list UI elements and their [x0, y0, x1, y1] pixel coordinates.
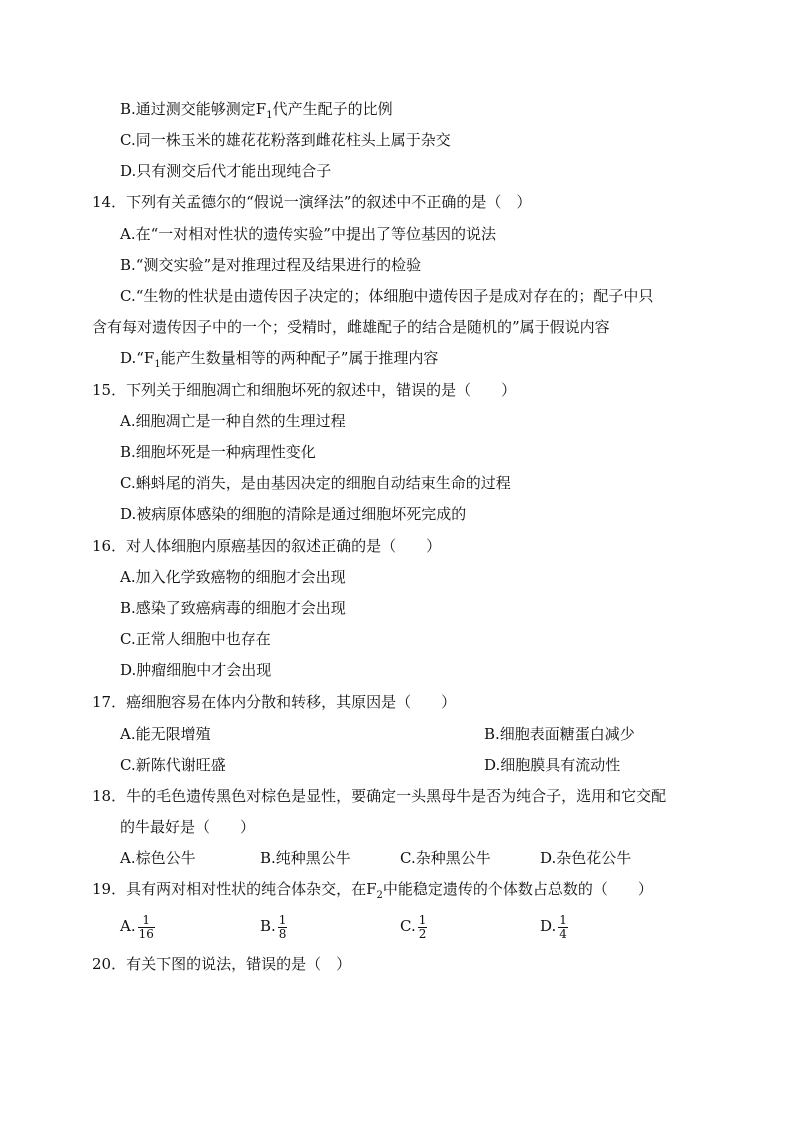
q18-stem-line2: 的牛最好是（ ）: [120, 818, 256, 836]
q19-stem-subscript: 2: [376, 890, 383, 901]
q16-option-b: B.感染了致癌病毒的细胞才会出现: [120, 599, 346, 617]
q13-option-b: [120, 99, 393, 119]
q17-option-b: B.细胞表面糖蛋白减少: [484, 725, 635, 743]
q14-stem: 14．下列有关孟德尔的“假说一演绎法”的叙述中不正确的是（ ）: [92, 193, 532, 211]
q19-option-b: [260, 910, 287, 942]
q18-option-a: A.棕色公牛: [120, 849, 196, 867]
q19-option-b-label: B.: [260, 917, 276, 935]
q17-option-d: D.细胞膜具有流动性: [484, 756, 621, 774]
q18-option-c: C.杂种黑公牛: [400, 849, 491, 867]
q15-option-c: C.蝌蚪尾的消失，是由基因决定的细胞自动结束生命的过程: [120, 474, 511, 492]
q14-option-a: A.在“一对相对性状的遗传实验”中提出了等位基因的说法: [120, 225, 496, 243]
q19-option-a-numerator: 1: [138, 914, 155, 928]
q14-option-b: B.“测交实验”是对推理过程及结果进行的检验: [120, 256, 422, 274]
q18-option-b: B.纯种黑公牛: [260, 849, 351, 867]
q14-option-d-subscript: 1: [154, 359, 161, 370]
q16-option-a: A.加入化学致癌物的细胞才会出现: [120, 568, 346, 586]
q19-option-d-denominator: 4: [559, 926, 567, 941]
q19-option-d-label: D.: [540, 917, 557, 935]
q19-stem-text: 19．具有两对相对性状的纯合体杂交，在F: [92, 880, 377, 898]
q17-option-c: C.新陈代谢旺盛: [120, 756, 226, 774]
q18-option-d: D.杂色花公牛: [540, 849, 632, 867]
q19-option-c: [400, 910, 427, 942]
q13-option-b-text: B.通过测交能够测定F: [120, 100, 267, 118]
q14-option-c-line2: 含有每对遗传因子中的一个；受精时，雌雄配子的结合是随机的”属于假说内容: [92, 318, 610, 336]
q19-option-c-label: C.: [400, 917, 416, 935]
q19-option-c-numerator: 1: [418, 912, 427, 927]
q16-option-d: D.肿瘤细胞中才会出现: [120, 661, 272, 679]
q19-option-a-denominator: 16: [138, 926, 154, 941]
q19-option-a: [120, 910, 155, 942]
q15-option-d: D.被病原体感染的细胞的清除是通过细胞坏死完成的: [120, 505, 467, 523]
q13-option-b-subscript: 1: [266, 110, 273, 121]
q19-option-a-fraction: [138, 914, 155, 941]
q13-option-b-text-end: 代产生配子的比例: [272, 100, 393, 118]
q19-option-d-fraction: [558, 914, 568, 941]
q19-option-d-numerator: 1: [559, 912, 567, 927]
q19-option-b-numerator: 1: [278, 912, 287, 927]
q19-option-c-fraction: [418, 914, 428, 941]
q19-option-d: [540, 910, 568, 942]
q19-option-c-denominator: 2: [418, 926, 427, 941]
q20-stem: 20．有关下图的说法，错误的是（ ）: [92, 955, 352, 973]
q15-option-b: B.细胞坏死是一种病理性变化: [120, 443, 316, 461]
q19-option-b-denominator: 8: [278, 926, 287, 941]
q14-option-d: [120, 348, 438, 368]
q13-option-d: D.只有测交后代才能出现纯合子: [120, 162, 332, 180]
q16-stem: 16．对人体细胞内原癌基因的叙述正确的是（ ）: [92, 537, 442, 555]
q16-option-c: C.正常人细胞中也存在: [120, 630, 271, 648]
q19-option-a-label: A.: [120, 917, 136, 935]
q15-option-a: A.细胞凋亡是一种自然的生理过程: [120, 412, 346, 430]
q13-option-c: C.同一株玉米的雄花花粉落到雌花柱头上属于杂交: [120, 131, 451, 149]
q19-stem: [92, 879, 653, 899]
q15-stem: 15．下列关于细胞凋亡和细胞坏死的叙述中，错误的是（ ）: [92, 381, 517, 399]
q18-stem-line1: 18．牛的毛色遗传黑色对棕色是显性，要确定一头黑母牛是否为纯合子，选用和它交配: [92, 787, 667, 805]
q19-option-b-fraction: [278, 914, 288, 941]
q17-stem: 17．癌细胞容易在体内分散和转移，其原因是（ ）: [92, 693, 457, 711]
q14-option-c-line1: C.“生物的性状是由遗传因子决定的；体细胞中遗传因子是成对存在的；配子中只: [120, 287, 654, 305]
q17-option-a: A.能无限增殖: [120, 725, 211, 743]
q14-option-d-text: D.“F: [120, 349, 155, 367]
q19-stem-text-end: 中能稳定遗传的个体数占总数的（ ）: [382, 880, 653, 898]
q14-option-d-text-end: 能产生数量相等的两种配子”属于推理内容: [160, 349, 439, 367]
